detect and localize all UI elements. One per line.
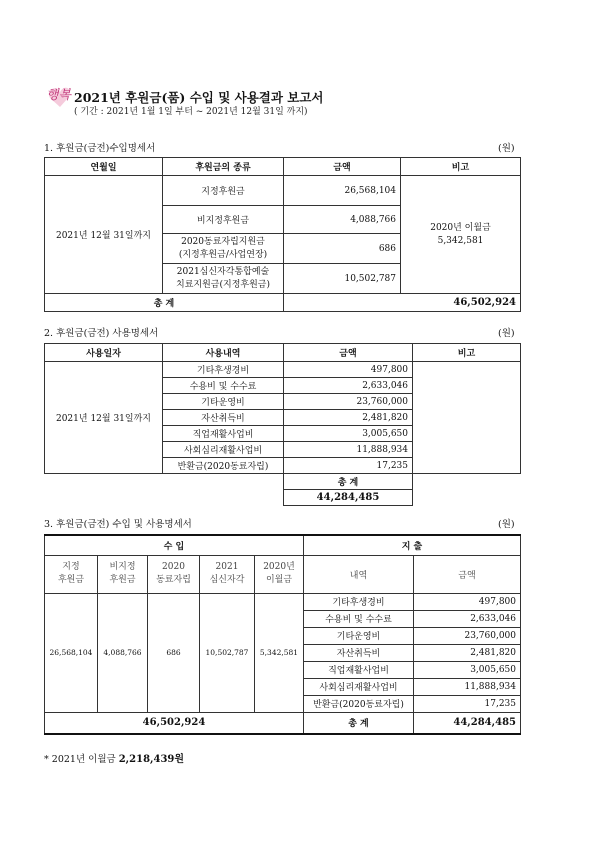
expense-item: 반환금(2020동료자립) [304,695,414,712]
footnote-value: 2,218,439원 [118,754,185,765]
logo-text: 행복 [46,88,72,103]
income-amount: 4,088,766 [284,206,401,234]
blank-cell [45,474,163,490]
expense-amount: 3,005,650 [284,426,413,442]
expense-item: 기타운영비 [163,394,284,410]
expense-item: 자산취득비 [304,644,414,661]
income-amount: 10,502,787 [284,264,401,294]
expense-amount: 2,633,046 [414,610,521,627]
expense-item: 자산취득비 [163,410,284,426]
income-type: 2021심신자각통합예술 치료지원금(지정후원금) [163,264,284,294]
header-type: 후원금의 종류 [163,158,284,176]
income-col-header: 2020 동료자립 [148,555,200,593]
report-period: ( 기간 : 2021년 1월 1일 부터 ~ 2021년 12월 31일 까지) [74,107,308,117]
footnote-label: * 2021년 이월금 [44,754,116,765]
expense-item: 기타운영비 [304,627,414,644]
expense-note [413,362,521,474]
summary-table [44,534,521,735]
expense-amount: 497,800 [414,593,521,610]
income-note [401,176,521,294]
header-date: 사용일자 [45,344,163,362]
expense-item: 사회심리재활사업비 [163,442,284,458]
expense-item: 수용비 및 수수료 [163,378,284,394]
income-value: 686 [148,593,200,712]
income-value: 10,502,787 [200,593,255,712]
expense-item: 기타후생경비 [163,362,284,378]
section1-unit: (원) [498,143,515,154]
expense-amount: 11,888,934 [414,678,521,695]
income-amount: 686 [284,234,401,264]
income-col-header: 2021 심신자각 [200,555,255,593]
expense-date: 2021년 12월 31일까지 [45,362,163,474]
expense-amount: 23,760,000 [284,394,413,410]
expense-amount: 17,235 [414,695,521,712]
expense-item: 수용비 및 수수료 [304,610,414,627]
income-col-header: 2020년 이월금 [255,555,304,593]
income-table [44,157,521,312]
blank-cell [413,490,521,506]
header-date: 연월일 [45,158,163,176]
income-total-label: 총 계 [45,294,284,312]
header-item: 사용내역 [163,344,284,362]
income-type: 2020동료자립지원금 (지정후원금/사업연장) [163,234,284,264]
summary-income-total: 46,502,924 [45,712,304,734]
expense-item: 직업재활사업비 [304,661,414,678]
expense-col-header: 금액 [414,555,521,593]
header-amount: 금액 [284,158,401,176]
summary-expense-total-label: 총 계 [304,712,414,734]
expense-item: 직업재활사업비 [163,426,284,442]
section2-unit: (원) [498,328,515,339]
expense-table [44,343,521,506]
section2-heading: 2. 후원금(금전) 사용명세서 [44,328,159,339]
blank-cell [163,490,284,506]
income-value: 4,088,766 [98,593,148,712]
income-date: 2021년 12월 31일까지 [45,176,163,294]
header-note: 비고 [413,344,521,362]
summary-expense-total: 44,284,485 [414,712,521,734]
blank-cell [413,474,521,490]
income-value: 26,568,104 [45,593,98,712]
expense-total-value: 44,284,485 [284,490,413,506]
section3-unit: (원) [498,519,515,530]
expense-amount: 3,005,650 [414,661,521,678]
expense-amount: 11,888,934 [284,442,413,458]
carryover-footnote [44,750,184,765]
income-type: 지정후원금 [163,176,284,206]
header-amount: 금액 [284,344,413,362]
expense-col-header: 내역 [304,555,414,593]
expense-total-label: 총 계 [284,474,413,490]
expense-amount: 2,633,046 [284,378,413,394]
section3-heading: 3. 후원금(금전) 수입 및 사용명세서 [44,519,192,530]
blank-cell [45,490,163,506]
expense-item: 반환금(2020동료자립) [163,458,284,474]
expense-amount: 2,481,820 [414,644,521,661]
income-total-value: 46,502,924 [284,294,521,312]
income-amount: 26,568,104 [284,176,401,206]
expense-amount: 23,760,000 [414,627,521,644]
expense-item: 기타후생경비 [304,593,414,610]
carryover-text: 2020년 이월금 5,342,581 [430,222,491,246]
income-group-label: 수 입 [45,535,304,555]
blank-cell [163,474,284,490]
income-type: 비지정후원금 [163,206,284,234]
expense-amount: 17,235 [284,458,413,474]
income-value: 5,342,581 [255,593,304,712]
expense-item: 사회심리재활사업비 [304,678,414,695]
income-col-header: 비지정 후원금 [98,555,148,593]
header-note: 비고 [401,158,521,176]
section1-heading: 1. 후원금(금전)수입명세서 [44,143,156,154]
expense-amount: 497,800 [284,362,413,378]
page-title: 2021년 후원금(품) 수입 및 사용결과 보고서 [74,90,324,105]
expense-group-label: 지 출 [304,535,521,555]
expense-amount: 2,481,820 [284,410,413,426]
income-col-header: 지정 후원금 [45,555,98,593]
